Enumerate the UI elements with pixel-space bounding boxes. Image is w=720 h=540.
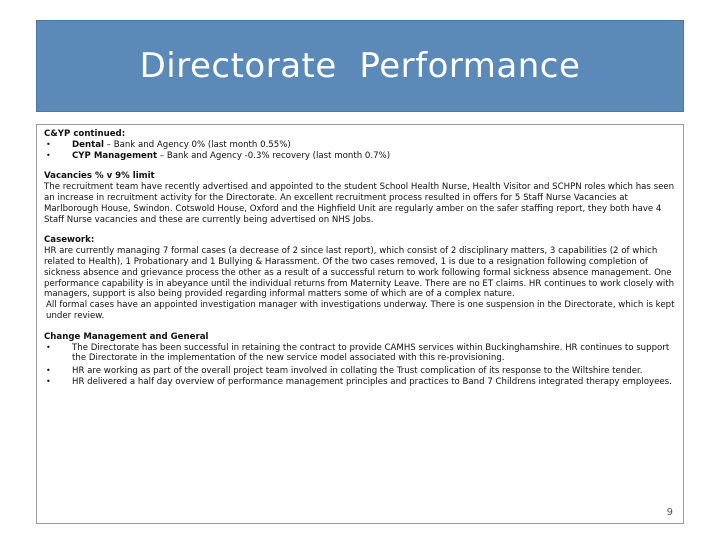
section-title-casework: Casework: bbox=[44, 235, 95, 246]
bullet-label: Dental bbox=[72, 139, 104, 150]
bullet-icon: • bbox=[46, 139, 51, 149]
bullet-text: – Bank and Agency 0% (last month 0.55%) bbox=[103, 139, 291, 150]
bullet-icon: • bbox=[46, 376, 51, 386]
bullet-text: – Bank and Agency -0.3% recovery (last month 0.7%) bbox=[157, 150, 391, 161]
section-cyp bbox=[44, 129, 675, 161]
slide-title: Directorate Performance bbox=[139, 46, 581, 86]
bullet-icon: • bbox=[46, 342, 51, 352]
page-number: 9 bbox=[666, 507, 673, 519]
bullet-icon: • bbox=[46, 150, 51, 160]
bullet-text: The Directorate has been successful in retaining the contract to provide CAMHS services within Buckinghamshire. HR continues to support the Directorate in the implementation of the new service model associated with this re-provisioning. bbox=[72, 342, 670, 364]
list-item bbox=[44, 343, 675, 365]
vacancies-paragraph: The recruitment team have recently advertised and appointed to the student School Health Nurse, Health Visitor and SCHPN roles which has seen an increase in recruitment activity for the Directorate. An excellent recruitment process resulted in offers for 5 Staff Nurse Vacancies at Marlborough House, Swindon. Cotswold House, Oxford and the Highfield Unit are regularly amber on the safer staffing report, they both have 4 Staff Nurse vacancies and these are currently being advertised on NHS Jobs. bbox=[44, 182, 675, 225]
change-bullet-list bbox=[44, 343, 675, 388]
section-title-cyp: C&YP continued: bbox=[44, 129, 126, 139]
bullet-text: HR are working as part of the overall project team involved in collating the Trust complication of its response to the Wiltshire tender. bbox=[72, 366, 643, 377]
bullet-icon: • bbox=[46, 366, 51, 376]
section-casework bbox=[44, 235, 675, 321]
content-box bbox=[36, 124, 684, 524]
casework-paragraph: All formal cases have an appointed investigation manager with investigations underway. There is one suspension in the Directorate, which is kept under review. bbox=[46, 300, 675, 321]
section-vacancies bbox=[44, 171, 675, 225]
list-item bbox=[44, 377, 675, 388]
title-banner bbox=[36, 20, 684, 112]
cyp-bullet-list bbox=[44, 140, 675, 162]
list-item bbox=[44, 140, 675, 151]
bullet-label: CYP Management bbox=[72, 150, 158, 161]
list-item bbox=[44, 151, 675, 162]
casework-paragraph: HR are currently managing 7 formal cases (a decrease of 2 since last report), which consist of 2 disciplinary matters, 3 capabilities (2 of which related to Health), 1 Probationary and 1 Bullying & Harassment. Of the two cases removed, 1 is due to a resignation following completion of sickness absence and grievance process the other as a result of a successful return to work following formal sickness absence management. One performance capability is in abeyance until the individual returns from Maternity Leave. There are no ET claims. HR continues to work closely with managers, support is also being provided regarding informal matters some of which are of a complex nature. bbox=[44, 246, 675, 300]
section-title-change: Change Management and General bbox=[44, 331, 209, 342]
bullet-text: HR delivered a half day overview of performance management principles and practices to Band 7 Childrens integrated therapy employees. bbox=[72, 376, 672, 387]
section-title-vacancies: Vacancies % v 9% limit bbox=[44, 171, 155, 182]
section-change-management bbox=[44, 332, 675, 388]
list-item bbox=[44, 366, 675, 377]
